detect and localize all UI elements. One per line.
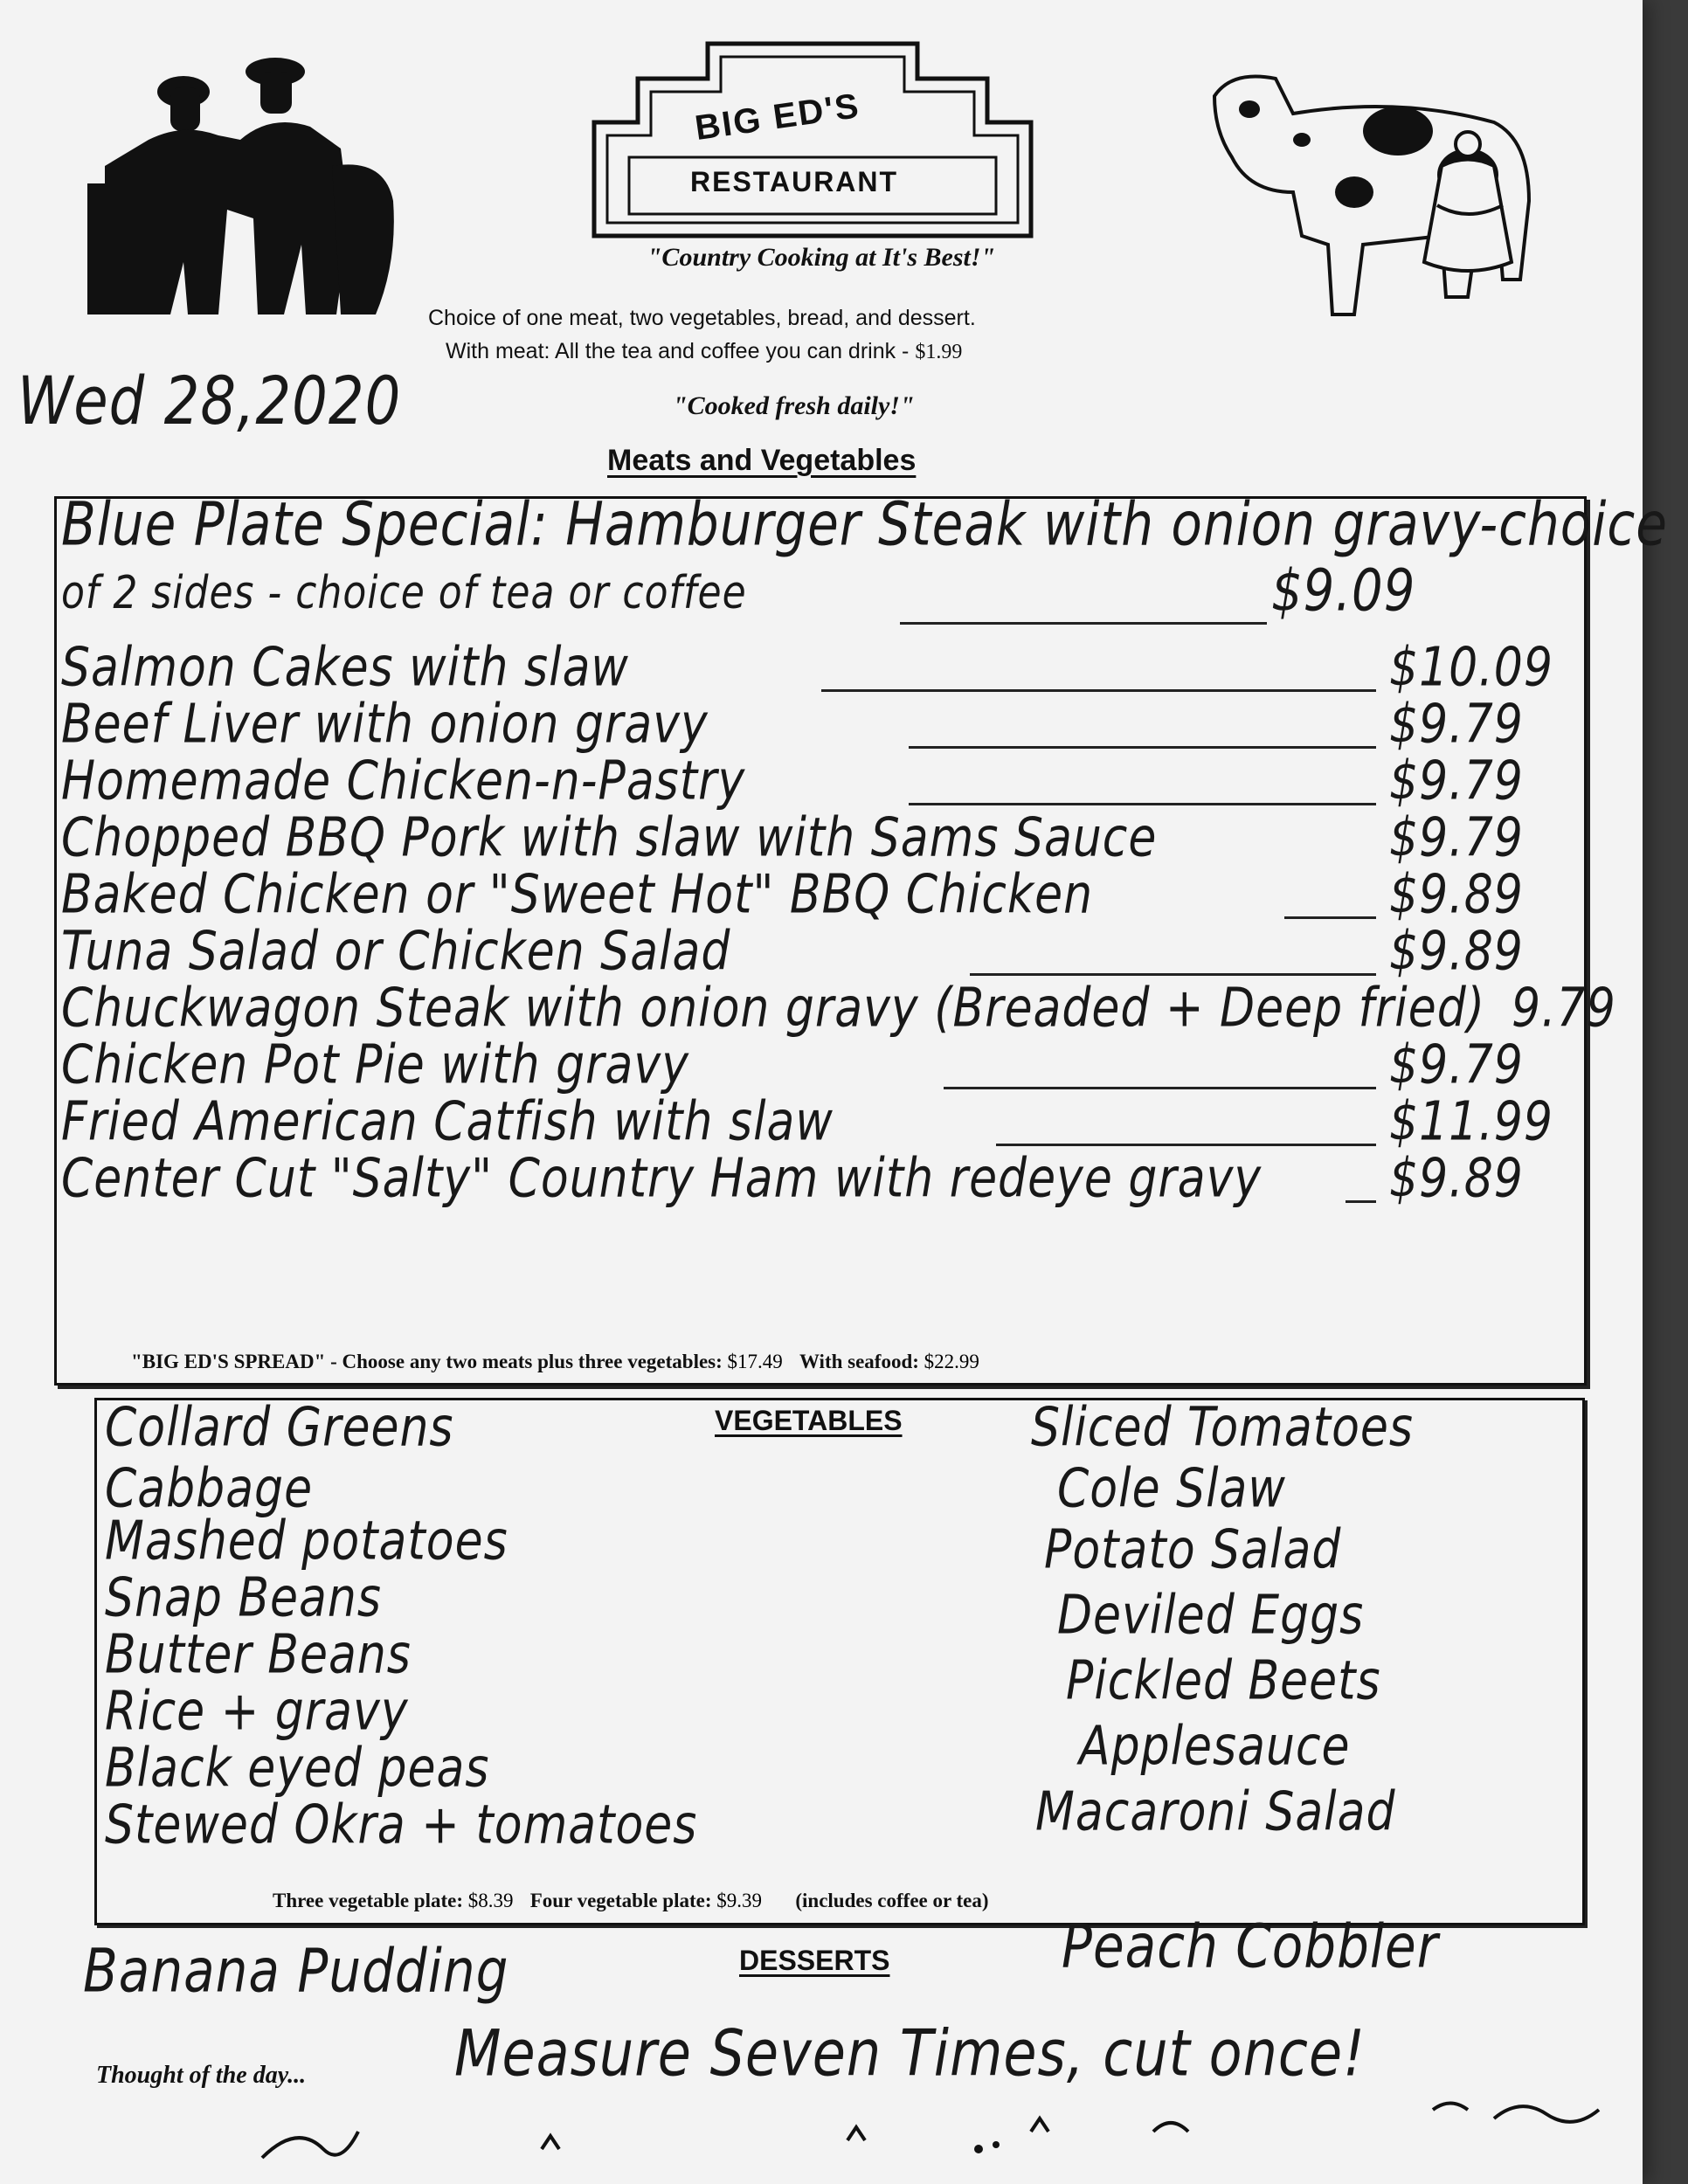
meat-item bbox=[61, 637, 1581, 699]
leader-line bbox=[821, 689, 1376, 692]
drink-info-line bbox=[446, 339, 1284, 364]
vegetable-item: Potato Salad bbox=[1044, 1519, 1342, 1581]
thought-label: Thought of the day... bbox=[96, 2062, 307, 2089]
meat-item-price: $11.99 bbox=[1389, 1091, 1553, 1153]
meat-item bbox=[61, 694, 1581, 756]
meat-item bbox=[61, 1091, 1581, 1153]
three-plate-price: $8.39 bbox=[467, 1890, 514, 1911]
vegetable-item: Applesauce bbox=[1079, 1716, 1351, 1778]
leader-line bbox=[1284, 916, 1376, 919]
vegetable-item: Stewed Okra + tomatoes bbox=[105, 1794, 698, 1856]
drink-price: $1.99 bbox=[915, 341, 963, 363]
leader-line bbox=[909, 746, 1376, 749]
restaurant-logo-icon bbox=[542, 26, 1083, 245]
meat-item bbox=[61, 978, 1616, 1040]
vegetable-item: Sliced Tomatoes bbox=[1031, 1397, 1414, 1459]
leader-line bbox=[909, 803, 1376, 805]
leader-line bbox=[944, 1087, 1376, 1089]
tagline: "Country Cooking at It's Best!" bbox=[647, 243, 996, 272]
meal-info-line: Choice of one meat, two vegetables, bread, and dessert. bbox=[428, 306, 976, 330]
spread-text: "BIG ED'S SPREAD" - Choose any two meats plus three vegetables: bbox=[131, 1351, 728, 1372]
dessert-left: Banana Pudding bbox=[83, 1935, 509, 2006]
meat-item bbox=[61, 1148, 1581, 1210]
three-plate-label: Three vegetable plate: bbox=[273, 1890, 468, 1911]
vegetable-item: Rice + gravy bbox=[105, 1681, 409, 1743]
meat-item-name: Chuckwagon Steak with onion gravy (Breaded + Deep fried) bbox=[61, 978, 1486, 1040]
meat-item-name: Salmon Cakes with slaw bbox=[61, 637, 629, 699]
meat-item bbox=[61, 921, 1581, 983]
meat-item-name: Homemade Chicken-n-Pastry bbox=[61, 750, 746, 812]
meat-item-name: Chopped BBQ Pork with slaw with Sams Sauce bbox=[61, 807, 1158, 869]
meat-item-price: $9.79 bbox=[1389, 1034, 1524, 1096]
leader-line bbox=[970, 973, 1376, 976]
meats-section-title: Meats and Vegetables bbox=[607, 444, 917, 477]
meat-item-name: Baked Chicken or "Sweet Hot" BBQ Chicken bbox=[61, 864, 1094, 926]
vegetable-item: Snap Beans bbox=[105, 1567, 382, 1629]
vegetable-item: Macaroni Salad bbox=[1035, 1781, 1396, 1843]
meat-item bbox=[61, 807, 1581, 869]
vegetable-item: Butter Beans bbox=[105, 1624, 412, 1686]
vegetable-item: Collard Greens bbox=[105, 1397, 454, 1459]
four-plate-price: $9.39 bbox=[716, 1890, 763, 1911]
vegetable-item: Cole Slaw bbox=[1057, 1458, 1286, 1520]
meat-item-price: $10.09 bbox=[1389, 637, 1553, 699]
cooked-fresh-slogan: "Cooked fresh daily!" bbox=[673, 391, 915, 420]
spread-price: $17.49 bbox=[727, 1351, 783, 1372]
meat-item-name: Center Cut "Salty" Country Ham with redeye gravy bbox=[61, 1148, 1263, 1210]
plate-prices-line bbox=[273, 1889, 989, 1912]
four-plate-label: Four vegetable plate: bbox=[529, 1890, 717, 1911]
vegetable-item: Black eyed peas bbox=[105, 1738, 490, 1800]
meat-item-name: Tuna Salad or Chicken Salad bbox=[61, 921, 731, 983]
farmers-silhouette-icon bbox=[87, 52, 402, 314]
meat-item-price: $9.89 bbox=[1389, 1148, 1524, 1210]
desserts-section-title: DESSERTS bbox=[739, 1945, 890, 1976]
meat-item-price: $9.79 bbox=[1389, 694, 1524, 756]
logo-subtitle: RESTAURANT bbox=[690, 166, 899, 197]
meat-item-price: $9.89 bbox=[1389, 921, 1524, 983]
special-price: $9.09 bbox=[1271, 557, 1416, 625]
vegetable-item: Cabbage bbox=[105, 1458, 314, 1520]
meat-item-price: $9.79 bbox=[1389, 750, 1524, 812]
vegetable-item: Mashed potatoes bbox=[105, 1510, 508, 1572]
leader-line bbox=[1346, 1200, 1376, 1203]
drink-info-text: With meat: All the tea and coffee you can drink - bbox=[446, 339, 916, 363]
meat-item-name: Beef Liver with onion gravy bbox=[61, 694, 709, 756]
meat-item-price: $9.79 bbox=[1389, 807, 1524, 869]
blue-plate-special-line1: Blue Plate Special: Hamburger Steak with onion gravy-choice bbox=[61, 488, 1668, 559]
leader-line bbox=[996, 1144, 1376, 1146]
blue-plate-special-line2: of 2 sides - choice of tea or coffee bbox=[61, 566, 747, 619]
handwritten-date: Wed 28,2020 bbox=[17, 363, 402, 440]
vegetable-item: Pickled Beets bbox=[1066, 1650, 1381, 1712]
includes-note: (includes coffee or tea) bbox=[795, 1890, 989, 1911]
spread-line bbox=[131, 1350, 979, 1373]
decorative-squiggles bbox=[245, 2097, 1608, 2184]
vegetables-section-title: VEGETABLES bbox=[715, 1405, 903, 1436]
meat-item-price: $9.89 bbox=[1389, 864, 1524, 926]
meat-item-price: 9.79 bbox=[1512, 978, 1616, 1040]
special-leader-line bbox=[900, 622, 1267, 625]
vegetable-item: Deviled Eggs bbox=[1057, 1585, 1365, 1647]
meat-item bbox=[61, 750, 1581, 812]
seafood-price: $22.99 bbox=[924, 1351, 979, 1372]
meat-item bbox=[61, 864, 1581, 926]
meat-item-name: Fried American Catfish with slaw bbox=[61, 1091, 834, 1153]
meat-item-name: Chicken Pot Pie with gravy bbox=[61, 1034, 689, 1096]
seafood-label: With seafood: bbox=[799, 1351, 924, 1372]
cow-milkmaid-icon bbox=[1180, 61, 1546, 323]
dessert-right: Peach Cobbler bbox=[1062, 1911, 1439, 1981]
meat-item bbox=[61, 1034, 1581, 1096]
logo-name: BIG ED'S bbox=[692, 86, 863, 149]
thought-of-day: Measure Seven Times, cut once! bbox=[454, 2015, 1366, 2091]
